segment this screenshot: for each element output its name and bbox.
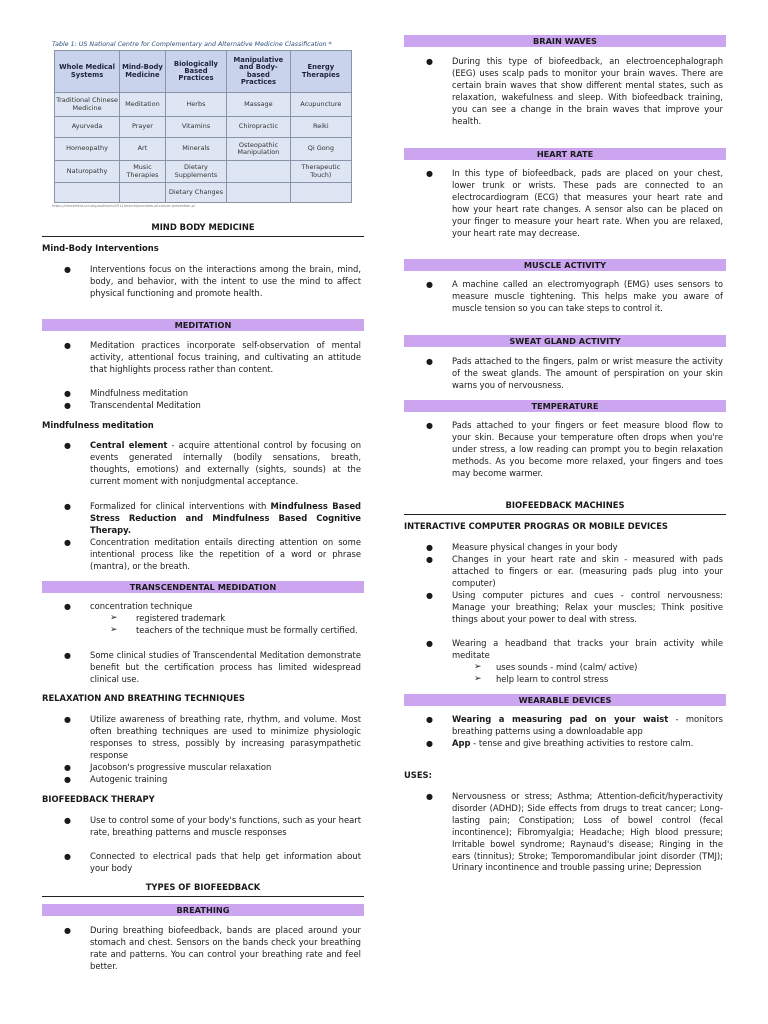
list-item: Use to control some of your body's functions, such as your heart rate, breathing patterns and muscle responses (90, 815, 361, 837)
sub-list-item: teachers of the technique must be formally certified. (136, 625, 358, 635)
list-item: Changes in your heart rate and skin - measured with pads attached to fingers or ear. (measuring pads plug into your computer) (452, 554, 723, 588)
list-item: In this type of biofeedback, pads are placed on your chest, lower trunk or wrists. These pads are connected to an electrocardiogram (ECG) that measures your heart rate and how your heart rate changes. A sensor also can be placed on your finger to measure your heart rate. When you are relaxed, your heart rate may decrease. (452, 168, 723, 238)
list-item (452, 738, 723, 750)
bullet: ● (426, 280, 433, 289)
divider (404, 514, 726, 515)
list-item: Connected to electrical pads that help get information about your body (90, 851, 361, 873)
classification-figure (52, 40, 352, 209)
bullet: ● (426, 555, 433, 564)
list-item: Autogenic training (90, 774, 168, 784)
table-row (55, 93, 352, 117)
list-item: Using computer pictures and cues - control nervousness: Manage your breathing; Relax your muscles; Think positive things about your power to deal with stress. (452, 590, 723, 624)
section-bar-meditation: MEDITATION (42, 319, 364, 331)
list-item (90, 440, 361, 488)
table-cell: Osteopathic Manipulation (227, 138, 291, 161)
table-header-cell: Mind-Body Medicine (120, 51, 166, 93)
section-title-mind-body-medicine: MIND BODY MEDICINE (151, 222, 255, 232)
list-item (90, 501, 361, 537)
list-item: Utilize awareness of breathing rate, rhythm, and volume. Most often breathing techniques are used to minimize physiologic responses to stress, possibly by increasing parasympathetic response (90, 714, 361, 760)
bullet: ● (426, 591, 433, 600)
heading-uses: USES: (404, 770, 432, 780)
table-cell: Meditation (120, 93, 166, 117)
list-item: Transcendental Meditation (90, 400, 201, 410)
table-cell (227, 161, 291, 183)
table-cell: Qi Gong (290, 138, 351, 161)
bullet: ● (426, 639, 433, 648)
section-bar-sweat-gland: SWEAT GLAND ACTIVITY (404, 335, 726, 347)
subheading-mindfulness-meditation: Mindfulness meditation (42, 420, 154, 430)
bullet: ● (64, 538, 71, 547)
bullet: ● (64, 341, 71, 350)
item-text: - monitors breathing patterns using a downloadable app (452, 714, 723, 736)
list-item: Mindfulness meditation (90, 388, 189, 398)
section-bar-brain-waves: BRAIN WAVES (404, 35, 726, 47)
bullet: ● (426, 543, 433, 552)
sub-list-item: registered trademark (136, 613, 226, 623)
table-header-cell: Energy Therapies (290, 51, 351, 93)
list-item: During breathing biofeedback, bands are placed around your stomach and chest. Sensors on the bands check your breathing rate and patterns. You can control your breathing rate and feel better. (90, 925, 361, 971)
table-cell: Prayer (120, 117, 166, 138)
bold-term: Central element (90, 440, 168, 450)
bullet: ● (64, 401, 71, 410)
bullet: ● (64, 265, 71, 274)
bullet: ● (64, 502, 71, 511)
table-cell: Herbs (165, 93, 226, 117)
bullet: ● (426, 421, 433, 430)
bullet: ● (64, 763, 71, 772)
subheading-mind-body-interventions: Mind-Body Interventions (42, 243, 159, 253)
arrow-bullet-icon: ➢ (474, 662, 482, 672)
table-cell (120, 183, 166, 203)
arrow-bullet-icon: ➢ (110, 613, 118, 623)
bullet: ● (64, 715, 71, 724)
table-cell: Ayurveda (55, 117, 120, 138)
bold-term: App (452, 738, 471, 748)
item-text: - acquire attentional control by focusing on events generated internally (bodily sensations, breath, thoughts, emotions) and externally (sights, sounds) at the current moment with nonjudgmental acceptance. (90, 440, 362, 486)
table-header-cell: Whole Medical Systems (55, 51, 120, 93)
bullet: ● (64, 651, 71, 660)
sub-list-item: uses sounds - mind (calm/ active) (496, 662, 638, 672)
item-text: Formalized for clinical interventions with (90, 501, 271, 511)
table-cell: Vitamins (165, 117, 226, 138)
list-item: Wearing a headband that tracks your brain activity while meditate (452, 638, 723, 660)
heading-interactive-devices: INTERACTIVE COMPUTER PROGRAS OR MOBILE DEVICES (404, 521, 668, 531)
table-row (55, 117, 352, 138)
bullet: ● (426, 169, 433, 178)
table-cell: Therapeutic Touch) (290, 161, 351, 183)
list-item: Meditation practices incorporate self-observation of mental activity, attentional focus training, and cultivating an attitude that highlights process rather than content. (90, 340, 361, 374)
table-row (55, 183, 352, 203)
list-item (452, 714, 723, 738)
section-bar-heart-rate: HEART RATE (404, 148, 726, 160)
bullet: ● (426, 57, 433, 66)
table-cell: Art (120, 138, 166, 161)
list-item: Concentration meditation entails directing attention on some intentional process like the repetition of a word or phrase (mantra), or the breath. (90, 537, 361, 571)
figure-caption: Table 1: US National Centre for Complementary and Alternative Medicine Classification * (52, 41, 332, 48)
divider (42, 236, 364, 237)
table-cell: Music Therapies (120, 161, 166, 183)
figure-source: https://cancerfirst.uni.org.au/forum/2011/march/overview-of-cancer-prevention.pl (52, 204, 195, 208)
list-item: Some clinical studies of Transcendental Meditation demonstrate benefit but the certification process has limited widespread clinical use. (90, 650, 361, 684)
section-title-biofeedback-machines: BIOFEEDBACK MACHINES (505, 500, 625, 510)
table-row (55, 138, 352, 161)
bullet: ● (64, 389, 71, 398)
bullet: ● (64, 852, 71, 861)
list-item: concentration technique (90, 601, 193, 611)
bullet: ● (64, 926, 71, 935)
table-cell: Reiki (290, 117, 351, 138)
section-bar-breathing: BREATHING (42, 904, 364, 916)
table-cell: Chiropractic (227, 117, 291, 138)
sub-list-item: help learn to control stress (496, 674, 609, 684)
table-cell (227, 183, 291, 203)
arrow-bullet-icon: ➢ (474, 674, 482, 684)
section-title-types-biofeedback: TYPES OF BIOFEEDBACK (145, 882, 261, 892)
divider (42, 896, 364, 897)
section-bar-transcendental: TRANSCENDENTAL MEDIDATION (42, 581, 364, 593)
bullet: ● (426, 792, 433, 801)
list-item: Measure physical changes in your body (452, 542, 618, 552)
table-cell: Naturopathy (55, 161, 120, 183)
table-header-cell: Manipulative and Body-based Practices (227, 51, 291, 93)
bullet: ● (64, 441, 71, 450)
list-item: Jacobson's progressive muscular relaxation (90, 762, 272, 772)
bold-term: Wearing a measuring pad on your waist (452, 714, 669, 724)
table-cell: Dietary Changes (165, 183, 226, 203)
bold-term: Mindfulness Based Stress Reduction and Mindfulness Based Cognitive Therapy. (90, 501, 361, 535)
table-cell (290, 183, 351, 203)
table-cell: Acupuncture (290, 93, 351, 117)
list-item: A machine called an electromyograph (EMG) uses sensors to measure muscle tightening. This helps make you aware of muscle tension so you can take steps to control it. (452, 279, 723, 313)
list-item: Pads attached to the fingers, palm or wrist measure the activity of the sweat glands. The amount of perspiration on your skin warns you of nervousness. (452, 356, 723, 390)
list-item: Interventions focus on the interactions among the brain, mind, body, and behavior, with the intent to use the mind to affect physical functioning and promote health. (90, 264, 361, 298)
bullet: ● (426, 357, 433, 366)
section-bar-temperature: TEMPERATURE (404, 400, 726, 412)
list-item: Nervousness or stress; Asthma; Attention-deficit/hyperactivity disorder (ADHD); Side effects from drugs to treat cancer; Long-lasting pain; Constipation; Loss of bowel control (fecal incontinence); Fibromyalgia; Headache; High blood pressure; Irritable bowel syndrome; Raynaud's disease; Ringing in the ears (tinnitus); Stroke; Temporomandibular joint disorder (TMJ); Urinary incontinence and trouble passing urine; Depression (452, 791, 723, 873)
table-cell: Massage (227, 93, 291, 117)
section-bar-wearable-devices: WEARABLE DEVICES (404, 694, 726, 706)
section-bar-muscle-activity: MUSCLE ACTIVITY (404, 259, 726, 271)
bullet: ● (64, 775, 71, 784)
heading-biofeedback-therapy: BIOFEEDBACK THERAPY (42, 794, 155, 804)
arrow-bullet-icon: ➢ (110, 625, 118, 635)
bullet: ● (64, 816, 71, 825)
item-text: - tense and give breathing activities to restore calm. (470, 738, 694, 748)
table-row (55, 161, 352, 183)
list-item: During this type of biofeedback, an electroencephalograph (EEG) uses scalp pads to monitor your brain waves. There are certain brain waves that show different mental states, such as relaxation, wakefulness and sleep. With biofeedback training, you can see a change in the brain waves that improve your health. (452, 56, 723, 126)
table-cell: Dietary Supplements (165, 161, 226, 183)
heading-relaxation-breathing: RELAXATION AND BREATHING TECHNIQUES (42, 693, 245, 703)
table-cell (55, 183, 120, 203)
classification-table (54, 50, 352, 203)
list-item: Pads attached to your fingers or feet measure blood flow to your skin. Because your temperature often drops when you're under stress, a low reading can prompt you to begin relaxation methods. As you become more relaxed, your fingers and toes may become warmer. (452, 420, 723, 478)
bullet: ● (426, 715, 433, 724)
table-header-row (55, 51, 352, 93)
bullet: ● (426, 739, 433, 748)
table-cell: Minerals (165, 138, 226, 161)
table-cell: Traditional Chinese Medicine (55, 93, 120, 117)
table-header-cell: Biologically Based Practices (165, 51, 226, 93)
table-cell: Homeopathy (55, 138, 120, 161)
bullet: ● (64, 602, 71, 611)
